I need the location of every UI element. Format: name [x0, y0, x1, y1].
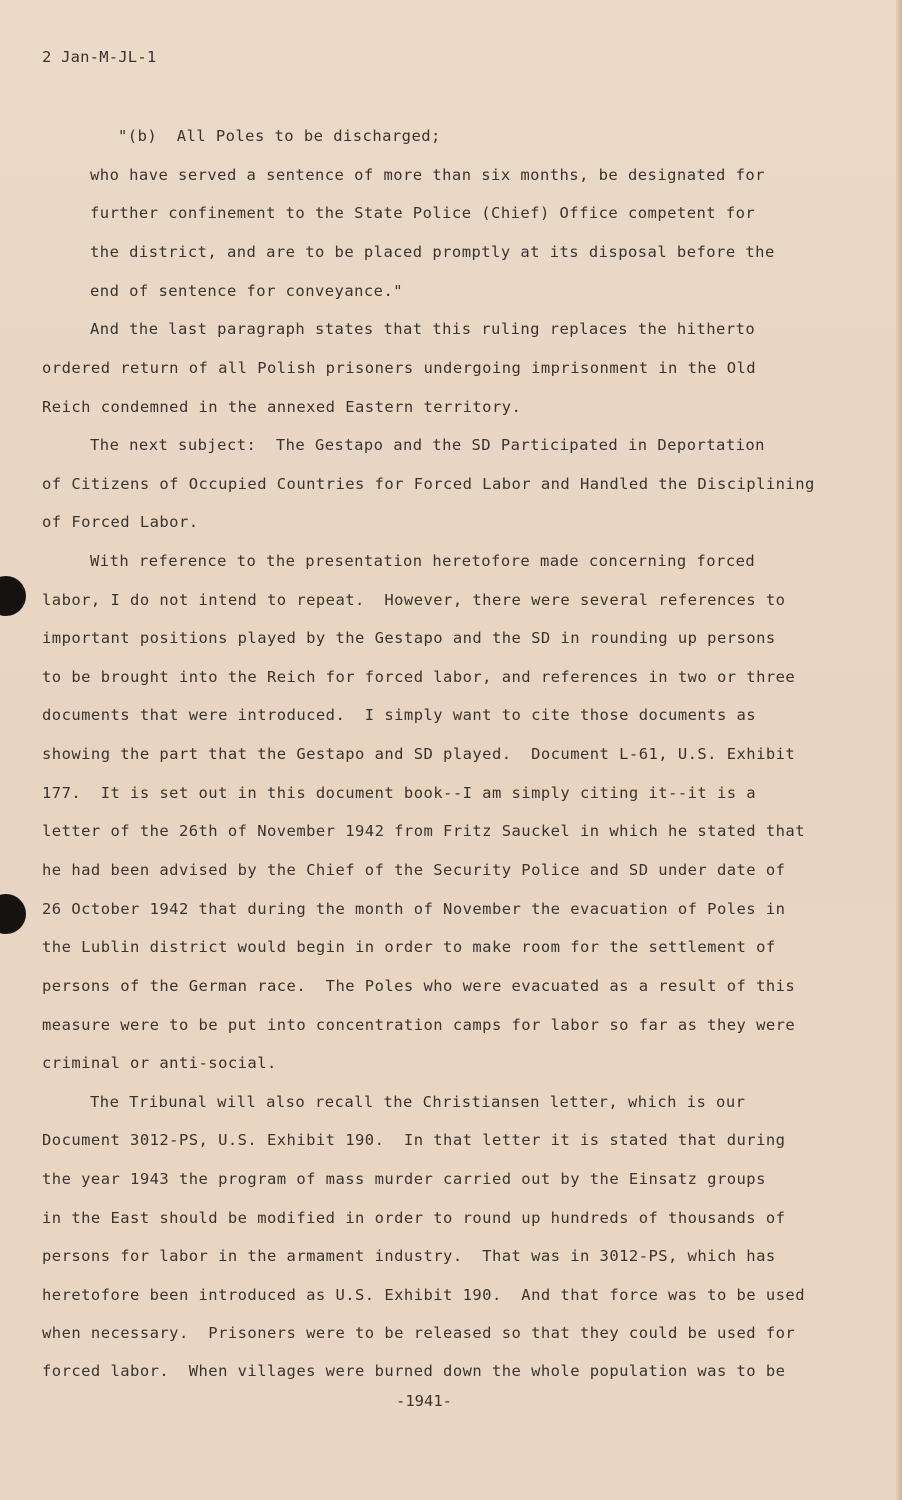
- text-line: And the last paragraph states that this ruling replaces the hitherto: [90, 320, 756, 338]
- text-line: in the East should be modified in order to round up hundreds of thousands of: [42, 1209, 786, 1227]
- text-line: criminal or anti-social.: [42, 1054, 277, 1072]
- text-line: With reference to the presentation heretofore made concerning forced: [90, 552, 756, 570]
- text-line: letter of the 26th of November 1942 from Fritz Sauckel in which he stated that: [42, 822, 805, 840]
- text-line: ordered return of all Polish prisoners undergoing imprisonment in the Old: [42, 359, 757, 377]
- text-line: forced labor. When villages were burned down the whole population was to be: [42, 1362, 786, 1380]
- text-line: the Lublin district would begin in order to make room for the settlement of: [42, 938, 776, 956]
- text-line: the district, and are to be placed promptly at its disposal before the: [90, 243, 775, 261]
- text-line: to be brought into the Reich for forced labor, and references in two or three: [42, 668, 796, 686]
- text-line: documents that were introduced. I simply want to cite those documents as: [42, 706, 757, 724]
- text-line: the year 1943 the program of mass murder carried out by the Einsatz groups: [42, 1170, 766, 1188]
- page-number: -1941-: [396, 1392, 452, 1410]
- text-line: The next subject: The Gestapo and the SD Participated in Deportation: [90, 436, 765, 454]
- text-line: he had been advised by the Chief of the Security Police and SD under date of: [42, 861, 786, 879]
- text-line: heretofore been introduced as U.S. Exhibit 190. And that force was to be used: [42, 1286, 805, 1304]
- text-line: persons for labor in the armament industry. That was in 3012-PS, which has: [42, 1247, 776, 1265]
- page-header-id: 2 Jan-M-JL-1: [42, 48, 157, 66]
- text-line: of Citizens of Occupied Countries for Forced Labor and Handled the Disciplining: [42, 475, 815, 493]
- punch-hole: [0, 576, 26, 616]
- text-line: persons of the German race. The Poles who were evacuated as a result of this: [42, 977, 796, 995]
- text-line: who have served a sentence of more than six months, be designated for: [90, 166, 765, 184]
- text-line: The Tribunal will also recall the Christiansen letter, which is our: [90, 1093, 746, 1111]
- text-line: 177. It is set out in this document book--I am simply citing it--it is a: [42, 784, 757, 802]
- text-line: Document 3012-PS, U.S. Exhibit 190. In that letter it is stated that during: [42, 1131, 786, 1149]
- text-line: 26 October 1942 that during the month of November the evacuation of Poles in: [42, 900, 786, 918]
- text-line: labor, I do not intend to repeat. However, there were several references to: [42, 591, 786, 609]
- text-line: further confinement to the State Police (Chief) Office competent for: [90, 204, 756, 222]
- text-line: measure were to be put into concentration camps for labor so far as they were: [42, 1016, 796, 1034]
- paper-edge: [896, 0, 902, 1500]
- punch-hole: [0, 894, 26, 934]
- text-line: "(b) All Poles to be discharged;: [118, 127, 441, 145]
- text-line: when necessary. Prisoners were to be released so that they could be used for: [42, 1324, 796, 1342]
- text-line: important positions played by the Gestapo and the SD in rounding up persons: [42, 629, 776, 647]
- text-line: showing the part that the Gestapo and SD played. Document L-61, U.S. Exhibit: [42, 745, 796, 763]
- text-line: Reich condemned in the annexed Eastern territory.: [42, 398, 522, 416]
- text-line: of Forced Labor.: [42, 513, 199, 531]
- text-line: end of sentence for conveyance.": [90, 282, 404, 300]
